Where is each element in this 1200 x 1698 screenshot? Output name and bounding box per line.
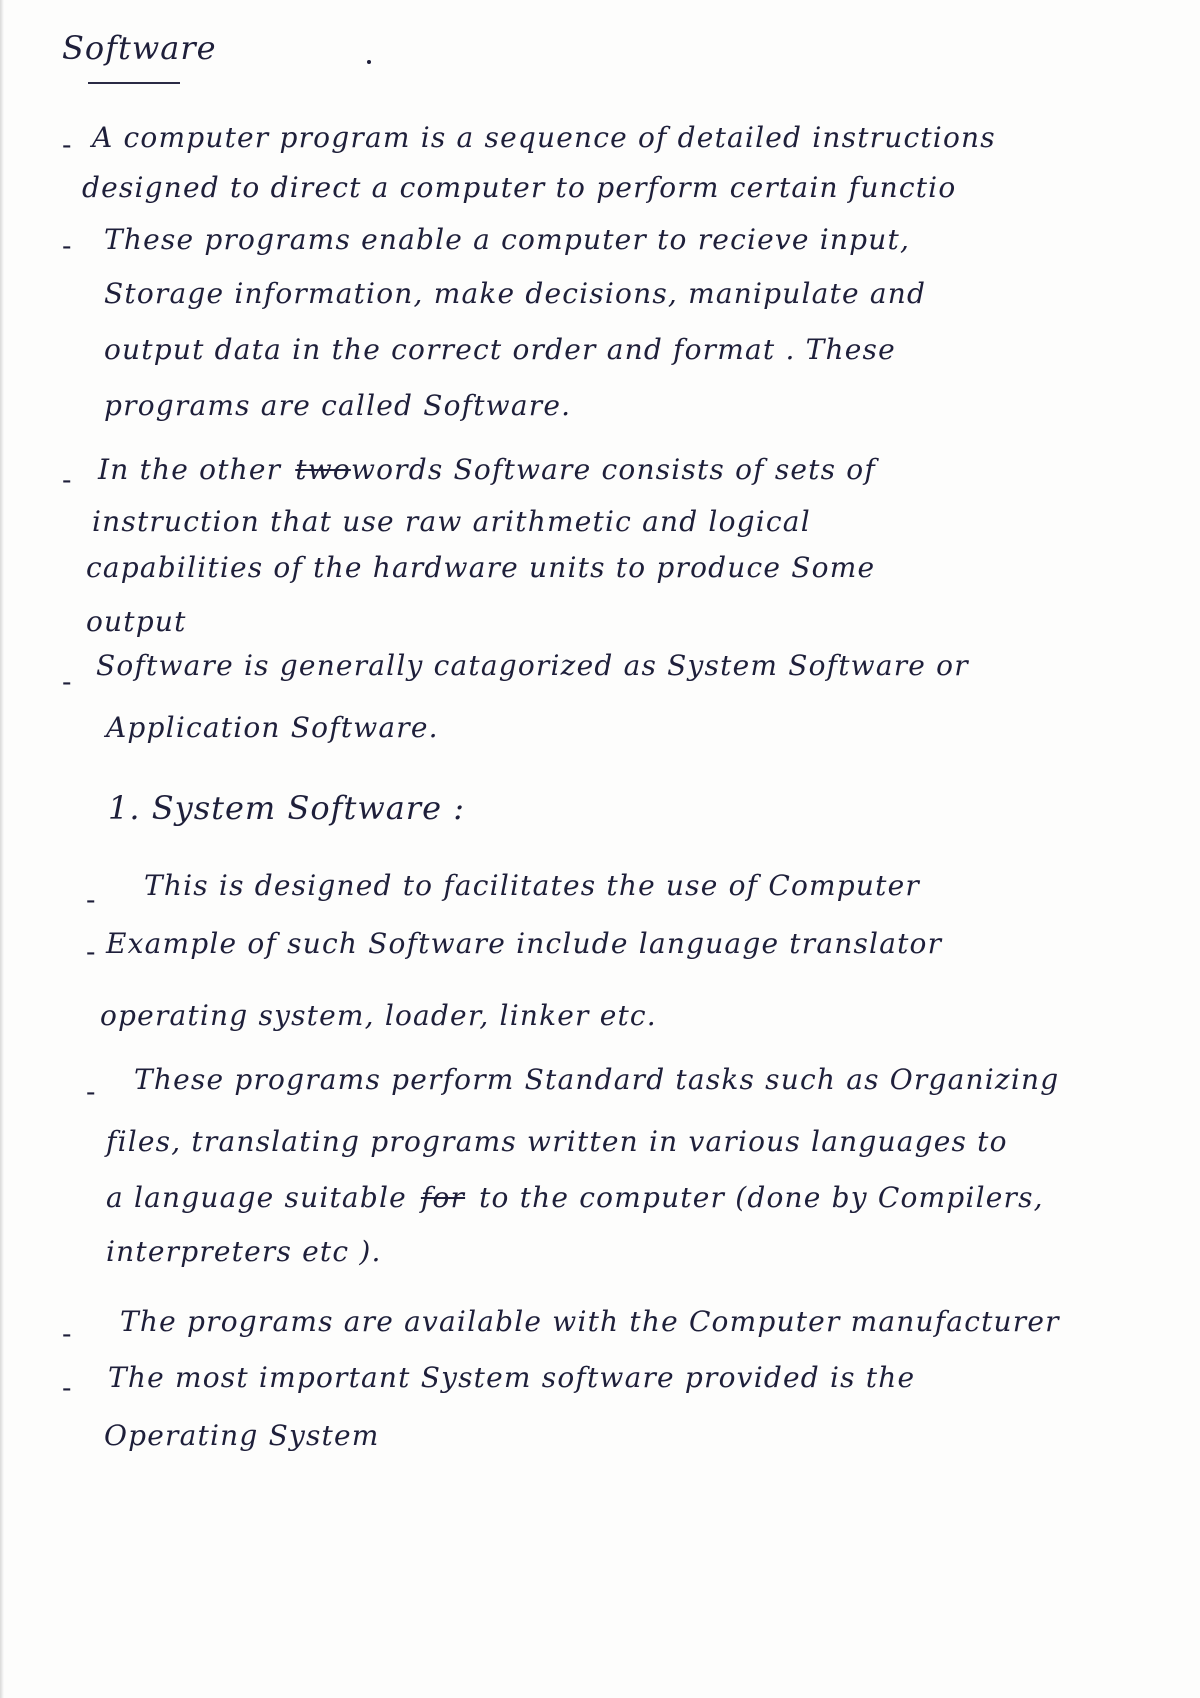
- section1-b3-line-3: [106, 1180, 1044, 1216]
- intro-p3-line-1-start: In the other: [98, 453, 282, 486]
- pen-dot: [367, 60, 371, 64]
- intro-p1-line-2: designed to direct a computer to perform certain functio: [82, 171, 957, 204]
- section1-b3-line-3-start: a language suitable: [106, 1181, 407, 1214]
- intro-p2-line-1: These programs enable a computer to recieve input,: [104, 223, 911, 256]
- section-heading-system-software: 1. System Software :: [108, 789, 465, 827]
- intro-p4-line-2: Application Software.: [106, 711, 439, 744]
- section1-b5-line-1: The most important System software provided is the: [108, 1361, 916, 1394]
- paper-edge: [0, 0, 4, 1698]
- bullet-dash: -: [62, 1371, 72, 1404]
- page-title: Software: [62, 29, 217, 67]
- intro-p3-line-1: [98, 452, 876, 488]
- title-underline: [88, 82, 180, 84]
- section1-b5-line-2: Operating System: [104, 1419, 380, 1452]
- section1-b2-line-1: Example of such Software include language translator: [106, 927, 943, 960]
- section1-b4-line-1: The programs are available with the Computer manufacturer: [120, 1305, 1060, 1338]
- intro-p1-line-1: A computer program is a sequence of detailed instructions: [92, 121, 996, 154]
- section1-b1-line-1: This is designed to facilitates the use of Computer: [144, 869, 920, 902]
- intro-p3-line-3: capabilities of the hardware units to produce Some: [86, 551, 876, 584]
- section1-b3-line-3-end: to the computer (done by Compilers,: [479, 1181, 1044, 1214]
- intro-p3-line-2: instruction that use raw arithmetic and logical: [92, 505, 811, 538]
- section1-b3-line-2: files, translating programs written in various languages to: [106, 1125, 1008, 1158]
- bullet-dash: -: [62, 1317, 72, 1350]
- section1-b3-line-1: These programs perform Standard tasks such as Organizing: [134, 1063, 1060, 1096]
- bullet-dash: -: [86, 935, 96, 968]
- bullet-dash: -: [62, 128, 72, 161]
- intro-p3-line-4: output: [86, 605, 187, 638]
- struck-word: for: [420, 1181, 466, 1214]
- bullet-dash: -: [86, 883, 96, 916]
- bullet-dash: -: [62, 665, 72, 698]
- intro-p3-line-1-end: words Software consists of sets of: [350, 453, 876, 486]
- bullet-dash: -: [62, 463, 72, 496]
- intro-p4-line-1: Software is generally catagorized as System Software or: [96, 649, 969, 682]
- section1-b3-line-4: interpreters etc ).: [106, 1235, 382, 1268]
- intro-p2-line-3: output data in the correct order and format . These: [104, 333, 896, 366]
- intro-p2-line-2: Storage information, make decisions, manipulate and: [104, 277, 927, 310]
- bullet-dash: -: [62, 229, 72, 262]
- bullet-dash: -: [86, 1075, 96, 1108]
- section1-b2-line-2: operating system, loader, linker etc.: [100, 999, 657, 1032]
- struck-word: two: [295, 453, 351, 486]
- intro-p2-line-4: programs are called Software.: [104, 389, 572, 422]
